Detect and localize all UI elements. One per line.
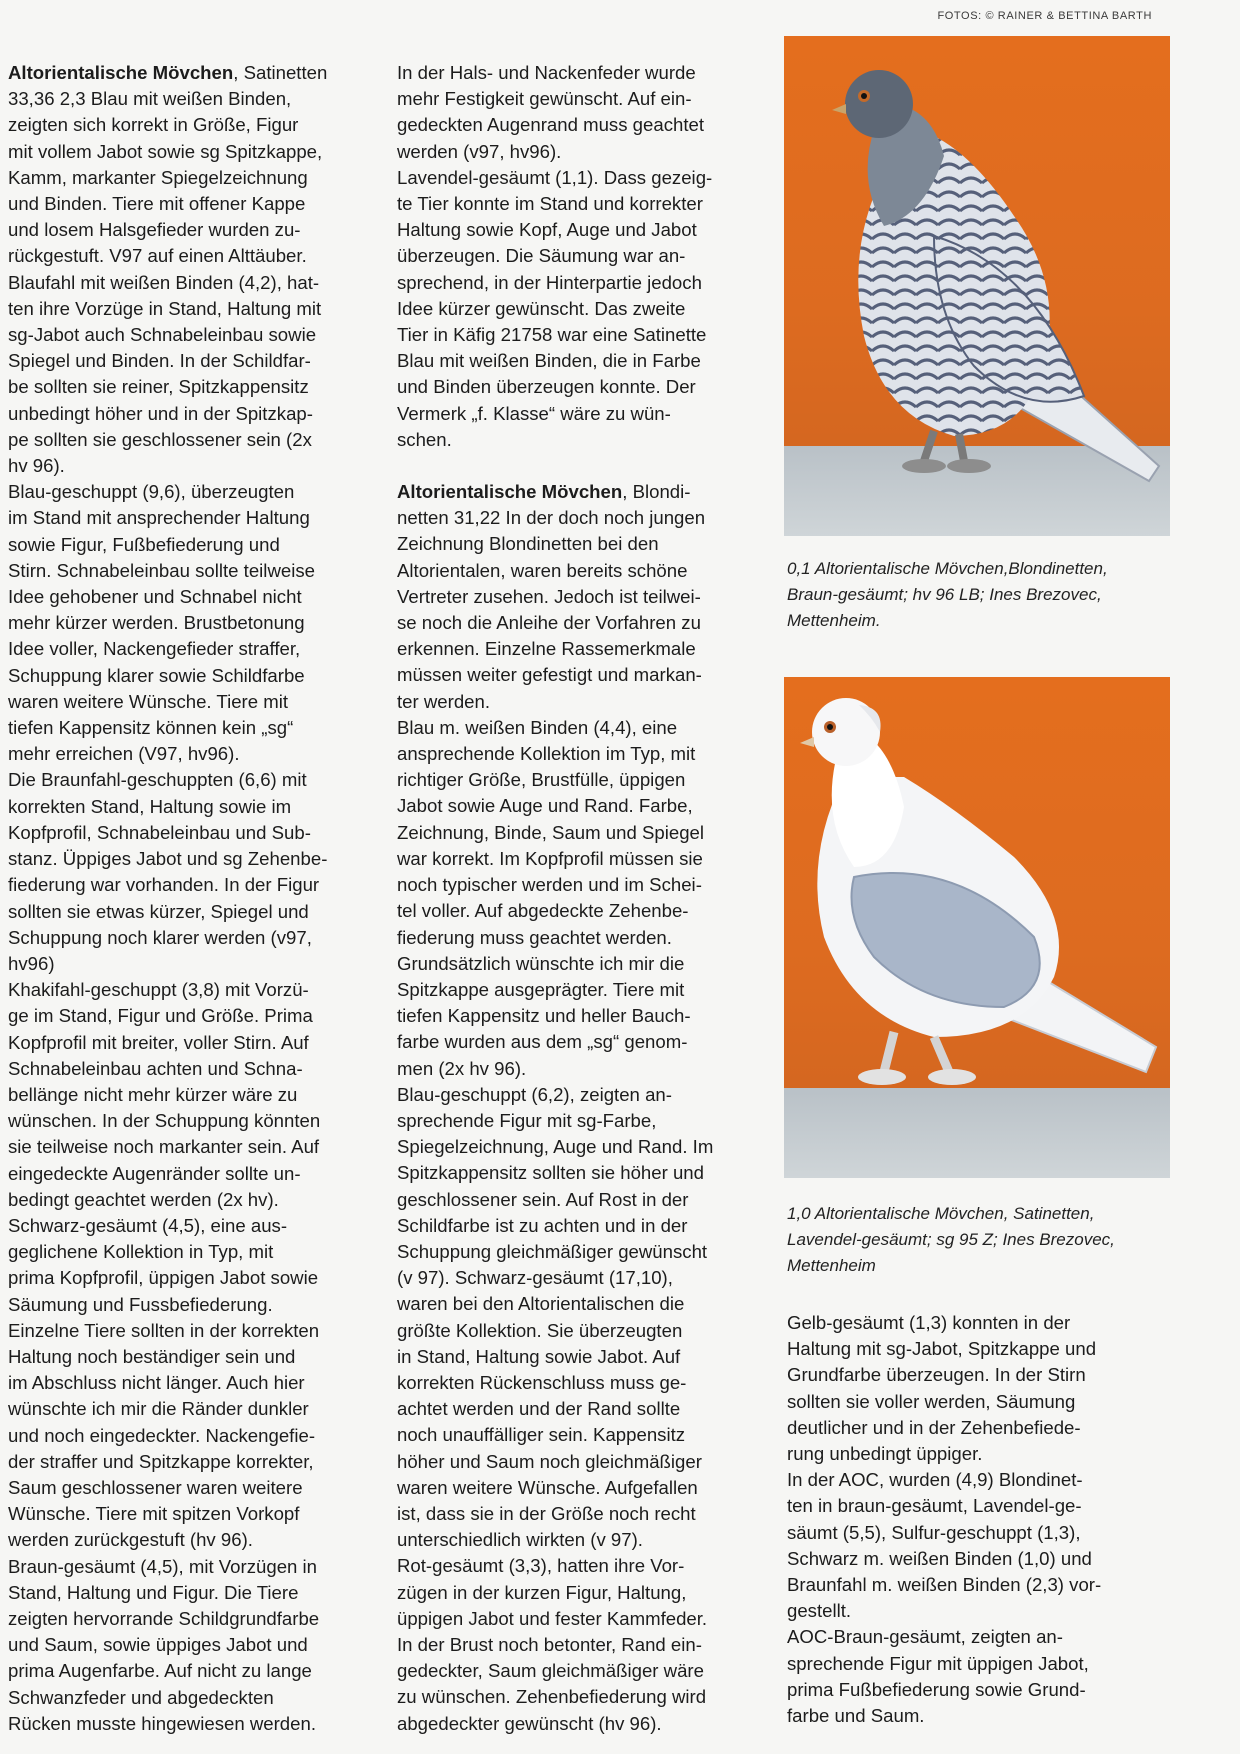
paragraph: Braun-gesäumt (4,5), mit Vorzügen in Stand, Haltung und Figur. Die Tiere zeigten hervorrande Schildgrundfarbe und Saum, sowie üppiges Jabot und prima Augenfarbe. Auf nicht zu lange Schwanzfeder und abgedeckten Rücken musste hingewiesen werden.	[8, 1555, 320, 1734]
pigeon-photo-2	[784, 677, 1170, 1178]
pigeon-photo-1	[784, 36, 1170, 536]
paragraph: Die Braunfahl-geschuppten (6,6) mit korrekten Stand, Haltung sowie im Kopfprofil, Schnabeleinbau und Sub- stanz. Üppiges Jabot und sg Zehenbe- fiederung war vorhanden. In der Figur sollten sie etwas kürzer, Spiegel und Schuppung noch klarer werden (v97, hv96)	[8, 769, 328, 974]
paragraph: Gelb-gesäumt (1,3) konnten in der Haltung mit sg-Jabot, Spitzkappe und Grundfarbe überzeugen. In der Stirn sollten sie voller werden, Säumung deutlicher und in der Zehenbefiede- rung unbedingt üppiger.	[787, 1312, 1097, 1465]
text-column-2	[397, 60, 769, 1737]
paragraph: Lavendel-gesäumt (1,1). Dass gezeig- te Tier konnte im Stand und korrekter Haltung sowie Kopf, Auge und Jabot überzeugen. Die Säumung war an- sprechend, in der Hinterpartie jedoch Idee kürzer gewünscht. Das zweite Tier in Käfig 21758 war eine Satinette Blau mit weißen Binden, die in Farbe und Binden überzeugen konnte. Der Vermerk „f. Klasse“ wäre zu wün- schen.	[397, 166, 713, 450]
pigeon-satinette-illustration	[784, 677, 1170, 1178]
paragraph: Altorientalische Mövchen, Satinetten 33,36 2,3 Blau mit weißen Binden, zeigten sich korrekt in Größe, Figur mit vollem Jabot sowie sg Spitzkappe, Kamm, markanter Spiegelzeichnung und Binden. Tiere mit offener Kappe und losem Halsgefieder wurden zu- rückgestuft. V97 auf einen Alttäuber.	[8, 62, 328, 267]
section-heading: Altorientalische Mövchen	[397, 481, 623, 503]
paragraph: Blau m. weißen Binden (4,4), eine ansprechende Kollektion im Typ, mit richtiger Größe, Brustfülle, üppigen Jabot sowie Auge und Rand. Farbe, Zeichnung, Binde, Saum und Spiegel war korrekt. Im Kopfprofil müssen sie noch typischer werden und im Schei- tel voller. Auf abgedeckte Zehenbe- fiederung muss geachtet werden. Grundsätzlich wünschte ich mir die Spitzkappe ausgeprägter. Tiere mit tiefen Kappensitz und heller Bauch- farbe wurden aus dem „sg“ genom- men (2x hv 96).	[397, 716, 705, 1079]
text-column-1	[8, 60, 376, 1737]
text-column-3	[787, 1310, 1155, 1729]
photo-caption-1: 0,1 Altorientalische Mövchen,Blondinetten, Braun-gesäumt; hv 96 LB; Ines Brezovec, Mettenheim.	[787, 559, 1108, 630]
paragraph: Blaufahl mit weißen Binden (4,2), hat- ten ihre Vorzüge in Stand, Haltung mit sg-Jabot auch Schnabeleinbau sowie Spiegel und Binden. In der Schildfar- be sollten sie reiner, Spitzkappensitz unbedingt höher und in der Spitzkap- pe sollten sie geschlossener sein (2x hv 96).	[8, 271, 322, 477]
paragraph: AOC-Braun-gesäumt, zeigten an- sprechende Figur mit üppigen Jabot, prima Fußbefiederung sowie Grund- farbe und Saum.	[787, 1626, 1089, 1727]
paragraph: Blau-geschuppt (9,6), überzeugten im Stand mit ansprechender Haltung sowie Figur, Fußbefiederung und Stirn. Schnabeleinbau sollte teilweise Idee gehobener und Schnabel nicht mehr kürzer werden. Brustbetonung Idee voller, Nackengefieder straffer, Schuppung klarer sowie Schildfarbe waren weitere Wünsche. Tiere mit tiefen Kappensitz können kein „sg“ mehr erreichen (V97, hv96).	[8, 481, 315, 765]
paragraph: Schwarz-gesäumt (4,5), eine aus- geglichene Kollektion in Typ, mit prima Kopfprofil, üppigen Jabot sowie Säumung und Fussbefiederung. Einzelne Tiere sollten in der korrekten Haltung noch beständiger sein und im Abschluss nicht länger. Auch hier wünschte ich mir die Ränder dunkler und noch eingedeckter. Nackengefie- der straffer und Spitzkappe korrekter, Saum geschlossener waren weitere Wünsche. Tiere mit spitzen Vorkopf werden zurückgestuft (hv 96).	[8, 1214, 320, 1551]
paragraph: In der AOC, wurden (4,9) Blondinet- ten in braun-gesäumt, Lavendel-ge- säumt (5,5), Sulfur-geschuppt (1,3), Schwarz m. weißen Binden (1,0) und Braunfahl m. weißen Binden (2,3) vor- gestellt.	[787, 1469, 1102, 1622]
photo-credit: FOTOS: © RAINER & BETTINA BARTH	[937, 10, 1152, 22]
pigeon-blondinette-illustration	[784, 36, 1170, 536]
paragraph: Altorientalische Mövchen, Blondi- netten 31,22 In der doch noch jungen Zeichnung Blondinetten bei den Altorientalen, waren bereits schöne Vertreter zusehen. Jedoch ist teilwei- se noch die Anleihe der Vorfahren zu erkennen. Einzelne Rassemerkmale müssen weiter gefestigt und markan- ter werden.	[397, 481, 706, 712]
paragraph: Blau-geschuppt (6,2), zeigten an- sprechende Figur mit sg-Farbe, Spiegelzeichnung, Auge und Rand. Im Spitzkappensitz sollten sie höher und geschlossener sein. Auf Rost in der Schildfarbe ist zu achten und in der Schuppung gleichmäßiger gewünscht (v 97). Schwarz-gesäumt (17,10), waren bei den Altorientalischen die größte Kollektion. Sie überzeugten in Stand, Haltung sowie Jabot. Auf korrekten Rückenschluss muss ge- achtet werden und der Rand sollte noch unauffälliger sein. Kappensitz höher und Saum noch gleichmäßiger waren weitere Wünsche. Aufgefallen ist, dass sie in der Größe noch recht unterschiedlich wirkten (v 97).	[397, 1083, 714, 1551]
paragraph: Rot-gesäumt (3,3), hatten ihre Vor- zügen in der kurzen Figur, Haltung, üppigen Jabot und fester Kammfeder. In der Brust noch betonter, Rand ein- gedeckter, Saum gleichmäßiger wäre zu wünschen. Zehenbefiederung wird abgedeckter gewünscht (hv 96).	[397, 1555, 708, 1734]
paragraph: Khakifahl-geschuppt (3,8) mit Vorzü- ge im Stand, Figur und Größe. Prima Kopfprofil mit breiter, voller Stirn. Auf Schnabeleinbau achten und Schna- bellänge nicht mehr kürzer wäre zu wünschen. In der Schuppung könnten sie teilweise noch markanter sein. Auf eingedeckte Augenränder sollte un- bedingt geachtet werden (2x hv).	[8, 979, 321, 1210]
photo-caption-2: 1,0 Altorientalische Mövchen, Satinetten, Lavendel-gesäumt; sg 95 Z; Ines Brezovec, Mettenheim	[787, 1204, 1115, 1275]
section-heading: Altorientalische Mövchen	[8, 62, 234, 83]
paragraph: In der Hals- und Nackenfeder wurde mehr Festigkeit gewünscht. Auf ein- gedeckten Augenrand muss geachtet werden (v97, hv96).	[397, 62, 705, 162]
